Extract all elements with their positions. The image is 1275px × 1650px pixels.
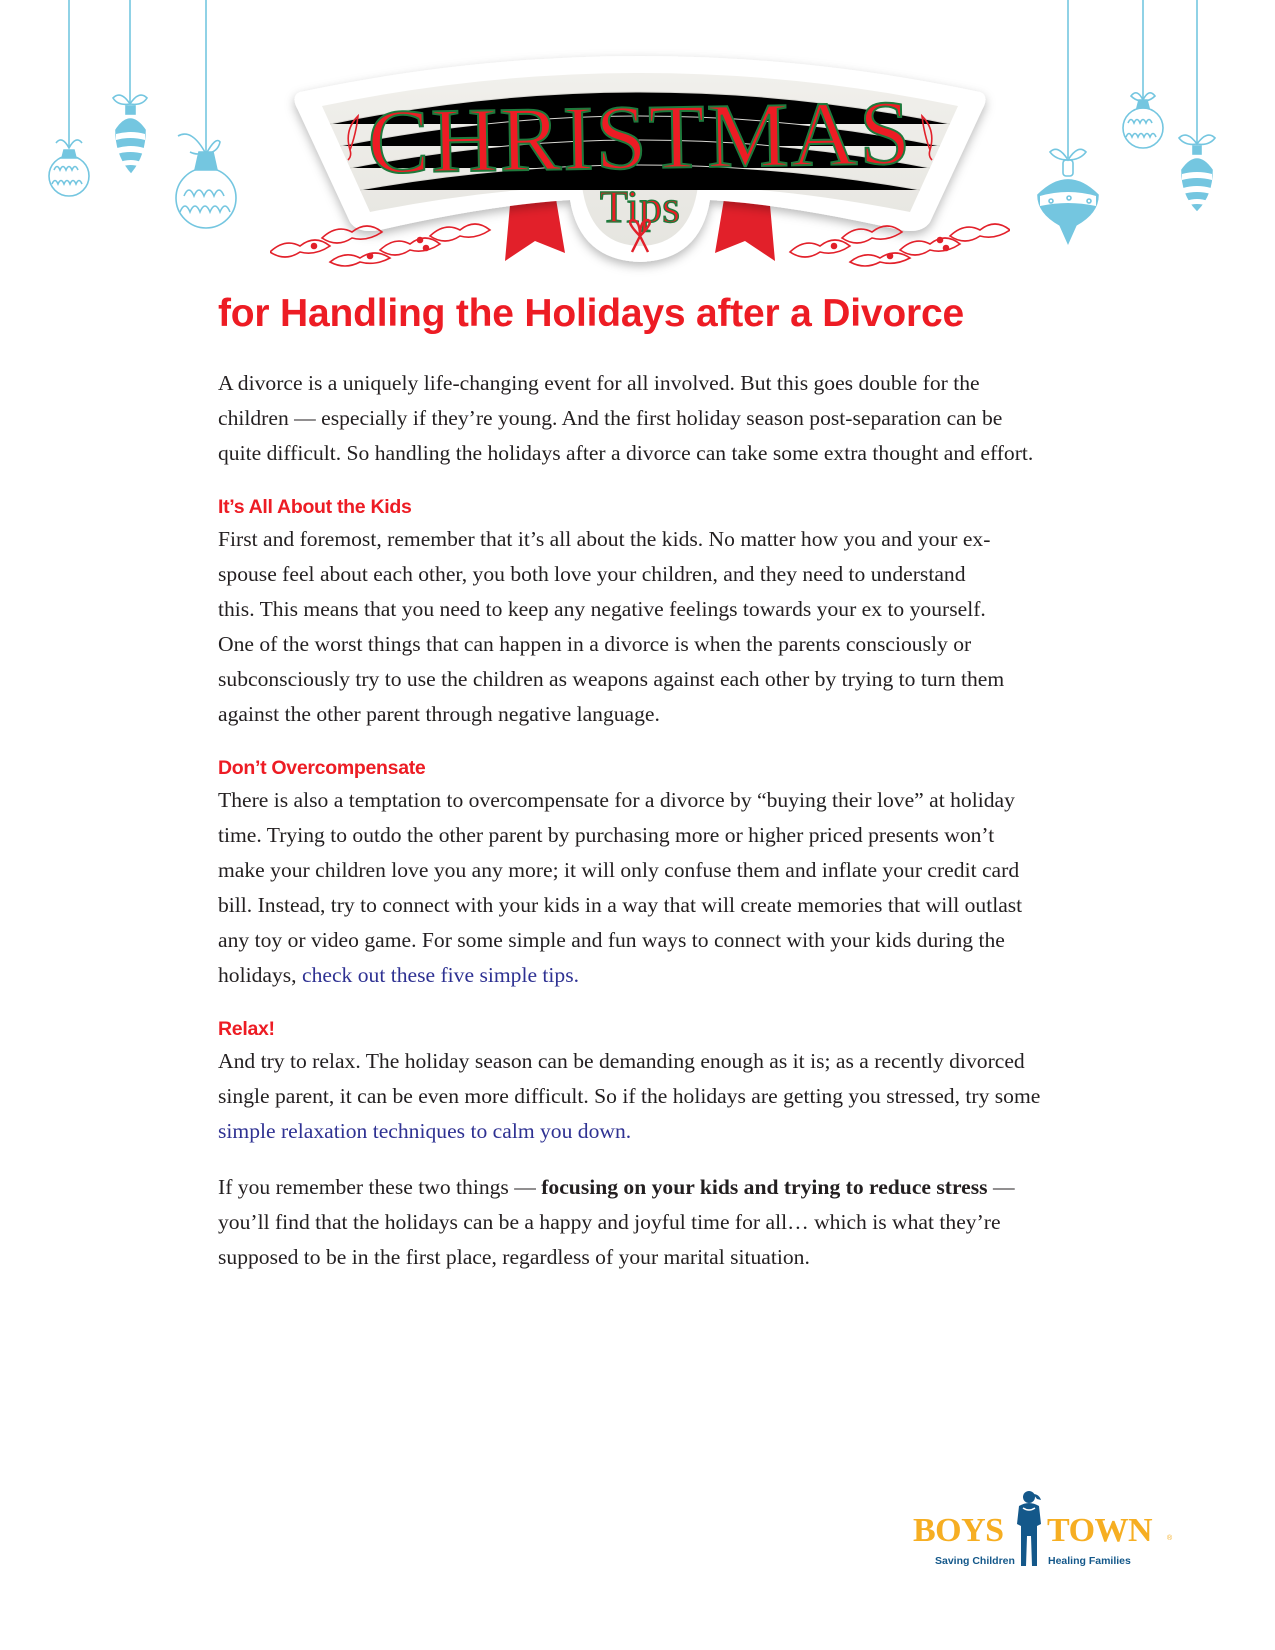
text-line: One of the worst things that can happen in a divorce is when the parents consciously or [218,632,972,656]
christmas-tips-banner [270,0,1010,290]
holly-garland-right-icon [790,224,1010,266]
section-paragraph [218,522,1078,732]
ornament-onion-icon [1038,0,1098,243]
ornament-striped-drop-right-icon [1179,0,1215,210]
ornament-ball-large-icon [176,0,236,228]
logo-tagline-left: Saving Children [935,1555,1015,1567]
text-fragment: holidays, [218,963,302,987]
text-line: time. Trying to outdo the other parent by purchasing more or higher priced presents won’t [218,823,995,847]
text-line: subconsciously try to use the children as weapons against each other by trying to turn them [218,667,1005,691]
closing-paragraph [218,1170,1078,1275]
section-paragraph [218,1044,1078,1149]
logo-word-right: TOWN [1047,1512,1153,1549]
section-heading: Relax! [218,1018,275,1040]
page-subtitle: for Handling the Holidays after a Divorce [218,292,964,335]
text-line: And try to relax. The holiday season can be demanding enough as it is; as a recently divorced [218,1049,1025,1073]
relaxation-techniques-link[interactable]: simple relaxation techniques to calm you down. [218,1119,632,1143]
section-relax [218,1014,1078,1149]
section-heading: Don’t Overcompensate [218,757,426,779]
holly-garland-left-icon [270,224,490,266]
text-line: children — especially if they’re young. And the first holiday season post-separation can be [218,406,1003,430]
logo-tagline-right: Healing Families [1048,1555,1131,1567]
text-line [218,958,1078,993]
text-line [218,1114,1078,1149]
section-heading: It’s All About the Kids [218,496,412,518]
logo-word-left: BOYS [913,1512,1004,1549]
text-line: spouse feel about each other, you both love your children, and they need to understand [218,562,966,586]
text-line: quite difficult. So handling the holidays after a divorce can take some extra thought and effort. [218,441,1034,465]
intro-paragraph [218,366,1078,471]
text-line: against the other parent through negative language. [218,702,660,726]
registered-mark: ® [1167,1535,1173,1542]
five-simple-tips-link[interactable]: check out these five simple tips. [301,963,580,987]
banner-subtitle: Tips [599,181,681,232]
text-line: you’ll find that the holidays can be a happy and joyful time for all… which is what they’re [218,1210,1001,1234]
text-line: single parent, it can be even more difficult. So if the holidays are getting you stressed, try some [218,1084,1041,1108]
text-line: make your children love you any more; it will only confuse them and inflate your credit card [218,858,1020,882]
boys-town-logo [913,1490,1173,1575]
text-line: bill. Instead, try to connect with your kids in a way that will create memories that will outlast [218,893,1023,917]
section-paragraph [218,783,1078,993]
text-line: There is also a temptation to overcompensate for a divorce by “buying their love” at holiday [218,788,1015,812]
text-fragment: — [987,1175,1015,1199]
text-line: First and foremost, remember that it’s all about the kids. No matter how you and your ex- [218,527,991,551]
section-kids [218,492,1078,732]
banner-title: CHRISTMAS [366,81,914,193]
ornament-ball-small-right-icon [1123,0,1163,148]
section-overcompensate [218,753,1078,993]
emphasis-text: focusing on your kids and trying to reduce stress [541,1175,988,1199]
ornament-ball-small-icon [49,0,89,196]
text-line: this. This means that you need to keep any negative feelings towards your ex to yourself. [218,597,986,621]
ornament-striped-drop-icon [113,0,147,172]
text-line [218,1170,1078,1205]
article-body [218,366,1078,1275]
text-line: any toy or video game. For some simple and fun ways to connect with your kids during the [218,928,1005,952]
boys-town-figure-icon [1013,1490,1045,1570]
text-line: supposed to be in the first place, regardless of your marital situation. [218,1245,810,1269]
text-fragment: If you remember these two things — [218,1175,542,1199]
text-line: A divorce is a uniquely life-changing event for all involved. But this goes double for the [218,371,980,395]
